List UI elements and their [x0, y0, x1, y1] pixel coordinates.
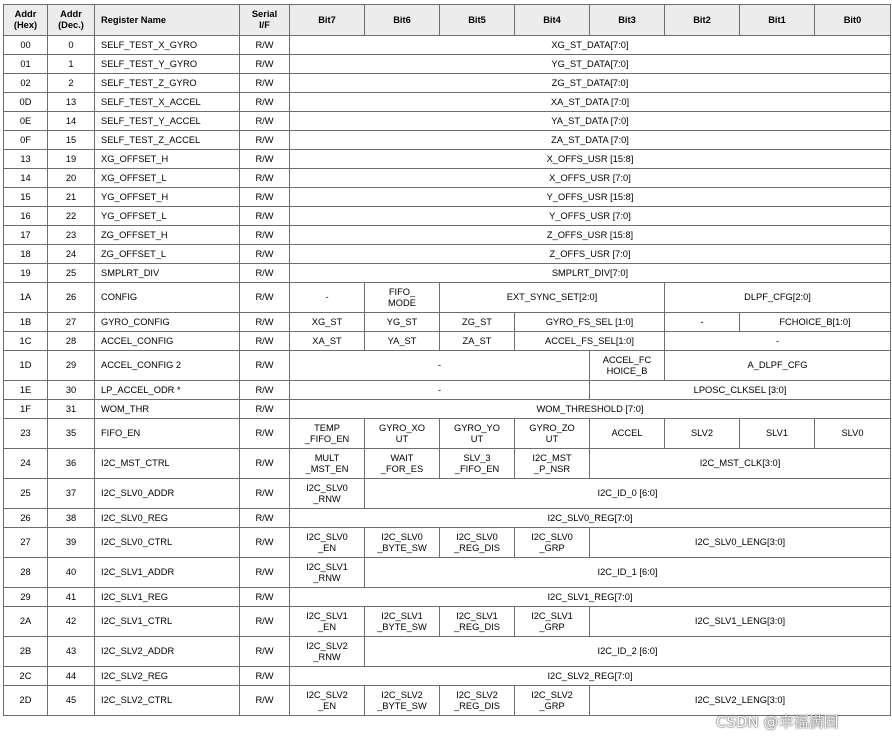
addr-dec-cell: 38 [48, 509, 95, 528]
addr-dec-cell: 13 [48, 93, 95, 112]
addr-hex-cell: 0F [4, 131, 48, 150]
serial-if-cell: R/W [240, 667, 290, 686]
register-name-cell: SELF_TEST_Z_ACCEL [95, 131, 240, 150]
addr-hex-cell: 19 [4, 264, 48, 283]
register-name-cell: ACCEL_CONFIG 2 [95, 351, 240, 381]
bit-field-cell: SMPLRT_DIV[7:0] [290, 264, 891, 283]
addr-dec-cell: 43 [48, 637, 95, 667]
bit-field-cell: I2C_ID_1 [6:0] [365, 558, 891, 588]
table-row [4, 36, 891, 55]
serial-if-cell: R/W [240, 150, 290, 169]
addr-hex-header: Addr (Hex) [4, 5, 48, 36]
table-row [4, 667, 891, 686]
addr-dec-cell: 44 [48, 667, 95, 686]
bit-field-cell: I2C_SLV0 _RNW [290, 479, 365, 509]
bit-field-cell: SLV2 [665, 419, 740, 449]
table-body [4, 36, 891, 716]
addr-dec-cell: 19 [48, 150, 95, 169]
serial-if-cell: R/W [240, 637, 290, 667]
bit-field-cell: I2C_SLV2_LENG[3:0] [590, 686, 891, 716]
bit-field-cell: XG_ST [290, 313, 365, 332]
bit-field-cell: YG_ST [365, 313, 440, 332]
table-row [4, 131, 891, 150]
bit-field-cell: I2C_SLV1 _EN [290, 607, 365, 637]
register-name-cell: XG_OFFSET_L [95, 169, 240, 188]
watermark-text: CSDN @幸福满园 [716, 713, 839, 731]
register-name-cell: CONFIG [95, 283, 240, 313]
table-row [4, 207, 891, 226]
bit-field-cell: - [665, 313, 740, 332]
serial-if-cell: R/W [240, 112, 290, 131]
bit-field-cell: X_OFFS_USR [7:0] [290, 169, 891, 188]
serial-if-cell: R/W [240, 332, 290, 351]
addr-hex-cell: 17 [4, 226, 48, 245]
table-row [4, 588, 891, 607]
addr-hex-cell: 25 [4, 479, 48, 509]
bit5-header: Bit5 [440, 5, 515, 36]
register-name-cell: I2C_SLV1_CTRL [95, 607, 240, 637]
table-row [4, 509, 891, 528]
serial-if-cell: R/W [240, 245, 290, 264]
table-row [4, 400, 891, 419]
bit-field-cell: - [290, 283, 365, 313]
serial-if-cell: R/W [240, 264, 290, 283]
addr-dec-cell: 14 [48, 112, 95, 131]
addr-dec-cell: 45 [48, 686, 95, 716]
bit-field-cell: ZG_ST [440, 313, 515, 332]
table-row [4, 188, 891, 207]
bit-field-cell: I2C_SLV0 _EN [290, 528, 365, 558]
addr-dec-cell: 27 [48, 313, 95, 332]
addr-dec-cell: 30 [48, 381, 95, 400]
bit-field-cell: I2C_SLV0 _REG_DIS [440, 528, 515, 558]
serial-if-cell: R/W [240, 686, 290, 716]
addr-dec-cell: 37 [48, 479, 95, 509]
addr-dec-cell: 15 [48, 131, 95, 150]
register-name-cell: I2C_SLV2_ADDR [95, 637, 240, 667]
serial-if-cell: R/W [240, 449, 290, 479]
table-row [4, 150, 891, 169]
register-name-cell: LP_ACCEL_ODR * [95, 381, 240, 400]
table-row [4, 245, 891, 264]
addr-hex-cell: 15 [4, 188, 48, 207]
table-row [4, 93, 891, 112]
addr-dec-cell: 2 [48, 74, 95, 93]
bit-field-cell: I2C_SLV2 _BYTE_SW [365, 686, 440, 716]
register-name-header: Register Name [95, 5, 240, 36]
bit3-header: Bit3 [590, 5, 665, 36]
addr-dec-cell: 42 [48, 607, 95, 637]
bit-field-cell: I2C_SLV2 _EN [290, 686, 365, 716]
bit-field-cell: EXT_SYNC_SET[2:0] [440, 283, 665, 313]
register-name-cell: I2C_SLV2_REG [95, 667, 240, 686]
bit-field-cell: - [665, 332, 891, 351]
addr-dec-cell: 40 [48, 558, 95, 588]
table-row [4, 74, 891, 93]
addr-dec-cell: 24 [48, 245, 95, 264]
addr-dec-cell: 0 [48, 36, 95, 55]
bit-field-cell: MULT _MST_EN [290, 449, 365, 479]
table-row [4, 169, 891, 188]
bit-field-cell: I2C_SLV1 _GRP [515, 607, 590, 637]
bit0-header: Bit0 [815, 5, 891, 36]
serial-if-cell: R/W [240, 169, 290, 188]
addr-hex-cell: 27 [4, 528, 48, 558]
bit-field-cell: A_DLPF_CFG [665, 351, 891, 381]
table-row [4, 449, 891, 479]
bit-field-cell: I2C_SLV1_LENG[3:0] [590, 607, 891, 637]
bit-field-cell: Y_OFFS_USR [7:0] [290, 207, 891, 226]
addr-hex-cell: 0D [4, 93, 48, 112]
serial-if-cell: R/W [240, 351, 290, 381]
bit-field-cell: Z_OFFS_USR [15:8] [290, 226, 891, 245]
register-name-cell: SELF_TEST_Y_GYRO [95, 55, 240, 74]
addr-dec-cell: 21 [48, 188, 95, 207]
addr-hex-cell: 28 [4, 558, 48, 588]
bit-field-cell: ACCEL [590, 419, 665, 449]
table-row [4, 226, 891, 245]
table-row [4, 637, 891, 667]
bit-field-cell: I2C_ID_2 [6:0] [365, 637, 891, 667]
bit-field-cell: I2C_SLV1 _BYTE_SW [365, 607, 440, 637]
addr-dec-cell: 28 [48, 332, 95, 351]
serial-if-cell: R/W [240, 528, 290, 558]
bit-field-cell: TEMP _FIFO_EN [290, 419, 365, 449]
bit-field-cell: SLV1 [740, 419, 815, 449]
register-name-cell: SELF_TEST_Y_ACCEL [95, 112, 240, 131]
addr-hex-cell: 1E [4, 381, 48, 400]
bit-field-cell: I2C_SLV1 _RNW [290, 558, 365, 588]
bit-field-cell: I2C_ID_0 [6:0] [365, 479, 891, 509]
bit-field-cell: X_OFFS_USR [15:8] [290, 150, 891, 169]
bit-field-cell: ACCEL_FC HOICE_B [590, 351, 665, 381]
register-name-cell: GYRO_CONFIG [95, 313, 240, 332]
register-name-cell: I2C_SLV1_ADDR [95, 558, 240, 588]
bit-field-cell: WAIT _FOR_ES [365, 449, 440, 479]
register-name-cell: SMPLRT_DIV [95, 264, 240, 283]
table-row [4, 351, 891, 381]
bit-field-cell: I2C_SLV2 _RNW [290, 637, 365, 667]
table-row [4, 607, 891, 637]
bit1-header: Bit1 [740, 5, 815, 36]
bit-field-cell: - [290, 351, 590, 381]
addr-hex-cell: 01 [4, 55, 48, 74]
bit-field-cell: FIFO_ MODE [365, 283, 440, 313]
addr-dec-header: Addr (Dec.) [48, 5, 95, 36]
table-row [4, 419, 891, 449]
serial-if-cell: R/W [240, 93, 290, 112]
table-row [4, 558, 891, 588]
addr-dec-cell: 26 [48, 283, 95, 313]
addr-dec-cell: 29 [48, 351, 95, 381]
table-row [4, 479, 891, 509]
addr-dec-cell: 41 [48, 588, 95, 607]
register-name-cell: I2C_SLV2_CTRL [95, 686, 240, 716]
bit-field-cell: I2C_SLV1_REG[7:0] [290, 588, 891, 607]
addr-hex-cell: 1C [4, 332, 48, 351]
bit2-header: Bit2 [665, 5, 740, 36]
addr-dec-cell: 25 [48, 264, 95, 283]
bit-field-cell: ZG_ST_DATA[7:0] [290, 74, 891, 93]
bit-field-cell: I2C_MST_CLK[3:0] [590, 449, 891, 479]
register-name-cell: ZG_OFFSET_L [95, 245, 240, 264]
register-name-cell: SELF_TEST_X_GYRO [95, 36, 240, 55]
bit-field-cell: ZA_ST [440, 332, 515, 351]
register-name-cell: YG_OFFSET_H [95, 188, 240, 207]
bit-field-cell: I2C_SLV0 _BYTE_SW [365, 528, 440, 558]
bit-field-cell: YG_ST_DATA[7:0] [290, 55, 891, 74]
serial-if-cell: R/W [240, 55, 290, 74]
bit-field-cell: SLV0 [815, 419, 891, 449]
bit-field-cell: - [290, 381, 590, 400]
bit-field-cell: I2C_SLV0_REG[7:0] [290, 509, 891, 528]
table-row [4, 332, 891, 351]
addr-hex-cell: 2D [4, 686, 48, 716]
addr-hex-cell: 1F [4, 400, 48, 419]
table-row [4, 528, 891, 558]
bit7-header: Bit7 [290, 5, 365, 36]
serial-if-cell: R/W [240, 509, 290, 528]
addr-dec-cell: 20 [48, 169, 95, 188]
addr-dec-cell: 36 [48, 449, 95, 479]
table-row [4, 264, 891, 283]
register-name-cell: WOM_THR [95, 400, 240, 419]
serial-if-cell: R/W [240, 400, 290, 419]
serial-if-cell: R/W [240, 188, 290, 207]
addr-hex-cell: 24 [4, 449, 48, 479]
addr-dec-cell: 35 [48, 419, 95, 449]
addr-hex-cell: 00 [4, 36, 48, 55]
header-row [4, 5, 891, 36]
register-name-cell: I2C_SLV0_ADDR [95, 479, 240, 509]
bit-field-cell: LPOSC_CLKSEL [3:0] [590, 381, 891, 400]
bit-field-cell: I2C_SLV1 _REG_DIS [440, 607, 515, 637]
serial-if-header: Serial I/F [240, 5, 290, 36]
addr-dec-cell: 22 [48, 207, 95, 226]
addr-dec-cell: 39 [48, 528, 95, 558]
addr-hex-cell: 16 [4, 207, 48, 226]
register-name-cell: YG_OFFSET_L [95, 207, 240, 226]
serial-if-cell: R/W [240, 313, 290, 332]
register-name-cell: XG_OFFSET_H [95, 150, 240, 169]
serial-if-cell: R/W [240, 419, 290, 449]
serial-if-cell: R/W [240, 607, 290, 637]
bit-field-cell: Y_OFFS_USR [15:8] [290, 188, 891, 207]
addr-hex-cell: 02 [4, 74, 48, 93]
register-name-cell: I2C_MST_CTRL [95, 449, 240, 479]
addr-hex-cell: 2C [4, 667, 48, 686]
bit-field-cell: YA_ST_DATA [7:0] [290, 112, 891, 131]
addr-hex-cell: 2A [4, 607, 48, 637]
register-name-cell: ACCEL_CONFIG [95, 332, 240, 351]
bit-field-cell: GYRO_YO UT [440, 419, 515, 449]
register-name-cell: SELF_TEST_Z_GYRO [95, 74, 240, 93]
addr-hex-cell: 1B [4, 313, 48, 332]
bit-field-cell: I2C_SLV2_REG[7:0] [290, 667, 891, 686]
bit-field-cell: Z_OFFS_USR [7:0] [290, 245, 891, 264]
bit-field-cell: XA_ST [290, 332, 365, 351]
serial-if-cell: R/W [240, 558, 290, 588]
bit-field-cell: FCHOICE_B[1:0] [740, 313, 891, 332]
table-row [4, 112, 891, 131]
addr-hex-cell: 1D [4, 351, 48, 381]
serial-if-cell: R/W [240, 36, 290, 55]
bit-field-cell: YA_ST [365, 332, 440, 351]
register-name-cell: FIFO_EN [95, 419, 240, 449]
bit-field-cell: DLPF_CFG[2:0] [665, 283, 891, 313]
bit-field-cell: WOM_THRESHOLD [7:0] [290, 400, 891, 419]
addr-hex-cell: 26 [4, 509, 48, 528]
bit-field-cell: GYRO_XO UT [365, 419, 440, 449]
table-row [4, 381, 891, 400]
addr-dec-cell: 1 [48, 55, 95, 74]
bit-field-cell: I2C_MST _P_NSR [515, 449, 590, 479]
serial-if-cell: R/W [240, 479, 290, 509]
serial-if-cell: R/W [240, 381, 290, 400]
serial-if-cell: R/W [240, 74, 290, 93]
bit-field-cell: I2C_SLV0_LENG[3:0] [590, 528, 891, 558]
serial-if-cell: R/W [240, 283, 290, 313]
bit6-header: Bit6 [365, 5, 440, 36]
table-header [4, 5, 891, 36]
serial-if-cell: R/W [240, 588, 290, 607]
serial-if-cell: R/W [240, 207, 290, 226]
bit-field-cell: XA_ST_DATA [7:0] [290, 93, 891, 112]
addr-dec-cell: 23 [48, 226, 95, 245]
bit-field-cell: I2C_SLV2 _REG_DIS [440, 686, 515, 716]
table-row [4, 283, 891, 313]
serial-if-cell: R/W [240, 131, 290, 150]
bit-field-cell: I2C_SLV0 _GRP [515, 528, 590, 558]
table-row [4, 55, 891, 74]
register-name-cell: SELF_TEST_X_ACCEL [95, 93, 240, 112]
bit-field-cell: GYRO_FS_SEL [1:0] [515, 313, 665, 332]
addr-hex-cell: 29 [4, 588, 48, 607]
addr-hex-cell: 14 [4, 169, 48, 188]
addr-hex-cell: 0E [4, 112, 48, 131]
addr-hex-cell: 23 [4, 419, 48, 449]
register-name-cell: I2C_SLV0_CTRL [95, 528, 240, 558]
bit-field-cell: ACCEL_FS_SEL[1:0] [515, 332, 665, 351]
addr-hex-cell: 2B [4, 637, 48, 667]
bit-field-cell: SLV_3 _FIFO_EN [440, 449, 515, 479]
bit-field-cell: XG_ST_DATA[7:0] [290, 36, 891, 55]
bit-field-cell: I2C_SLV2 _GRP [515, 686, 590, 716]
bit4-header: Bit4 [515, 5, 590, 36]
bit-field-cell: ZA_ST_DATA [7:0] [290, 131, 891, 150]
addr-hex-cell: 1A [4, 283, 48, 313]
register-map-table [3, 4, 891, 716]
addr-hex-cell: 13 [4, 150, 48, 169]
serial-if-cell: R/W [240, 226, 290, 245]
addr-hex-cell: 18 [4, 245, 48, 264]
register-name-cell: ZG_OFFSET_H [95, 226, 240, 245]
addr-dec-cell: 31 [48, 400, 95, 419]
register-name-cell: I2C_SLV0_REG [95, 509, 240, 528]
table-row [4, 313, 891, 332]
register-name-cell: I2C_SLV1_REG [95, 588, 240, 607]
bit-field-cell: GYRO_ZO UT [515, 419, 590, 449]
